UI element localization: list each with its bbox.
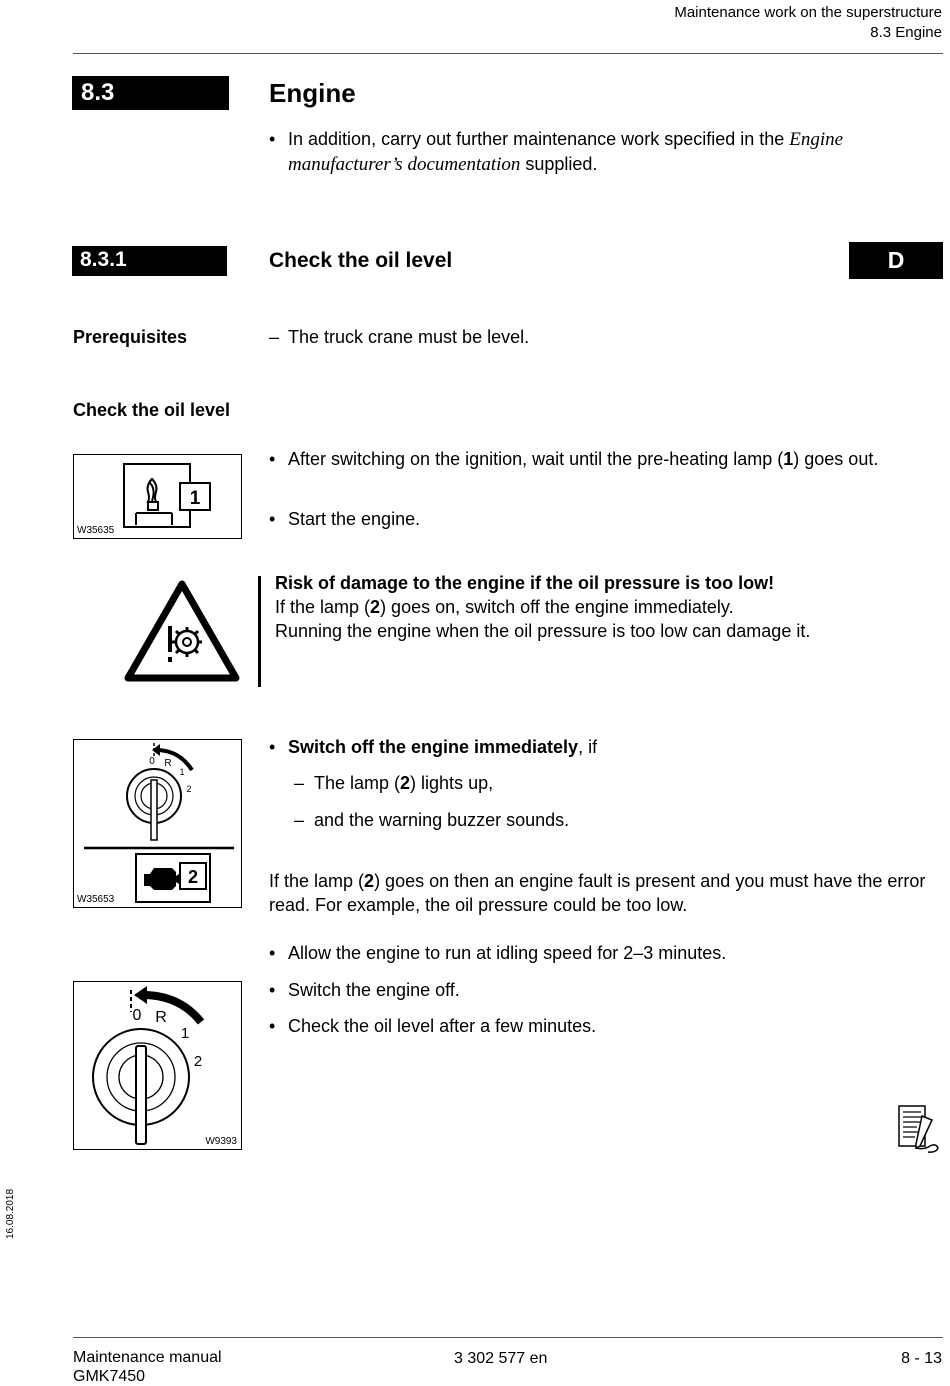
subsection-title: Check the oil level (269, 249, 453, 272)
lamp-label-2: 2 (187, 867, 199, 887)
header-divider (73, 53, 943, 54)
footer-manual: Maintenance manual (73, 1349, 222, 1366)
lamp-ref: 2 (364, 871, 375, 891)
step-text: Check the oil level after a few minutes. (288, 1016, 597, 1036)
lamp-ref: 1 (783, 449, 794, 469)
fault-paragraph (269, 869, 941, 917)
pos-0: 0 (132, 1007, 142, 1024)
step-text: ) goes out. (793, 449, 879, 469)
footer-model: GMK7450 (73, 1368, 146, 1385)
warning-triangle-icon (124, 579, 240, 683)
ignition-key-icon (74, 982, 241, 1149)
footer-divider (73, 1337, 943, 1338)
language-tab-label: D (887, 247, 905, 273)
dash-marker: – (269, 327, 280, 347)
footer-page-number: 8 - 13 (901, 1350, 942, 1367)
prerequisites-label: Prerequisites (73, 327, 188, 347)
pos-1: 1 (179, 767, 185, 777)
ignition-switch-icon (74, 740, 241, 907)
intro-bullet (269, 127, 939, 177)
step-text: , if (578, 737, 598, 757)
pos-1: 1 (180, 1025, 190, 1042)
header-chapter: Maintenance work on the superstructure (674, 4, 942, 21)
fault-text: If the lamp ( (269, 871, 365, 891)
warning-text (275, 571, 943, 643)
running-header (674, 3, 942, 43)
bullet-marker: • (269, 129, 276, 149)
fault-text: ) goes on then an engine fault is present and you must have the error read. For example, the oil pressure could be too low. (269, 871, 926, 915)
pos-0: 0 (149, 756, 155, 767)
figure-code: W9393 (205, 1136, 237, 1147)
step-wait-preheat (269, 447, 939, 471)
figure-preheat-lamp (73, 454, 242, 539)
lamp-ref: 2 (370, 597, 381, 617)
warning-bar (258, 576, 261, 687)
step-switch-off (269, 735, 939, 759)
step-idle (269, 941, 939, 965)
pos-2: 2 (186, 784, 192, 794)
condition-text: The lamp ( (314, 773, 401, 793)
bullet-marker: • (269, 509, 276, 529)
step-emphasis: Switch off the engine immediately (288, 737, 579, 757)
lamp-label-1: 1 (189, 488, 201, 509)
section-number-box (72, 76, 229, 110)
procedure-heading: Check the oil level (73, 400, 231, 420)
condition-buzzer (294, 808, 569, 832)
warning-title: Risk of damage to the engine if the oil pressure is too low! (275, 573, 775, 593)
prerequisite-text: The truck crane must be level. (288, 327, 530, 347)
figure-ignition-switch-large (73, 981, 242, 1150)
warning-line-2: Running the engine when the oil pressure is too low can damage it. (275, 621, 811, 641)
footer-left (73, 1348, 222, 1386)
pos-r: R (155, 1009, 167, 1026)
footer-doc-number: 3 302 577 en (454, 1350, 548, 1367)
manufacturer-doc-ref: Engine manufacturer’s documentation (288, 129, 844, 175)
lamp-ref: 2 (400, 773, 411, 793)
step-text: Start the engine. (288, 509, 421, 529)
step-start-engine (269, 507, 939, 531)
subsection-number: 8.3.1 (80, 248, 127, 271)
subsection-number-box (72, 246, 227, 276)
section-title: Engine (269, 78, 356, 108)
warning-text-a: If the lamp ( (275, 597, 371, 617)
dash-marker: – (294, 810, 305, 830)
step-text: After switching on the ignition, wait until the pre-heating lamp ( (288, 449, 784, 469)
prerequisite-item (269, 325, 529, 349)
step-check-oil (269, 1014, 939, 1038)
dash-marker: – (294, 773, 305, 793)
figure-code: W35635 (77, 525, 115, 536)
language-tab (849, 242, 943, 279)
warning-line-1 (275, 595, 943, 619)
pos-2: 2 (193, 1053, 203, 1070)
figure-ignition-and-engine-lamp (73, 739, 242, 908)
step-switch-engine-off (269, 978, 939, 1002)
step-text: Switch the engine off. (288, 980, 460, 1000)
intro-text-a: In addition, carry out further maintenance work specified in the (288, 129, 790, 149)
bullet-marker: • (269, 943, 276, 963)
step-text: Allow the engine to run at idling speed for 2–3 minutes. (288, 943, 727, 963)
intro-text-b: supplied. (520, 154, 598, 174)
condition-text: ) lights up, (410, 773, 494, 793)
notes-page-icon (896, 1104, 942, 1154)
bullet-marker: • (269, 1016, 276, 1036)
bullet-marker: • (269, 737, 276, 757)
figure-code: W35653 (77, 894, 115, 905)
section-number: 8.3 (81, 79, 115, 106)
condition-lamp (294, 771, 493, 795)
bullet-marker: • (269, 980, 276, 1000)
header-section: 8.3 Engine (870, 24, 942, 41)
condition-text: and the warning buzzer sounds. (314, 810, 570, 830)
warning-text-c: ) goes on, switch off the engine immediately. (380, 597, 734, 617)
print-date: 16.08.2018 (5, 1188, 16, 1239)
pos-r: R (164, 758, 172, 769)
bullet-marker: • (269, 449, 276, 469)
